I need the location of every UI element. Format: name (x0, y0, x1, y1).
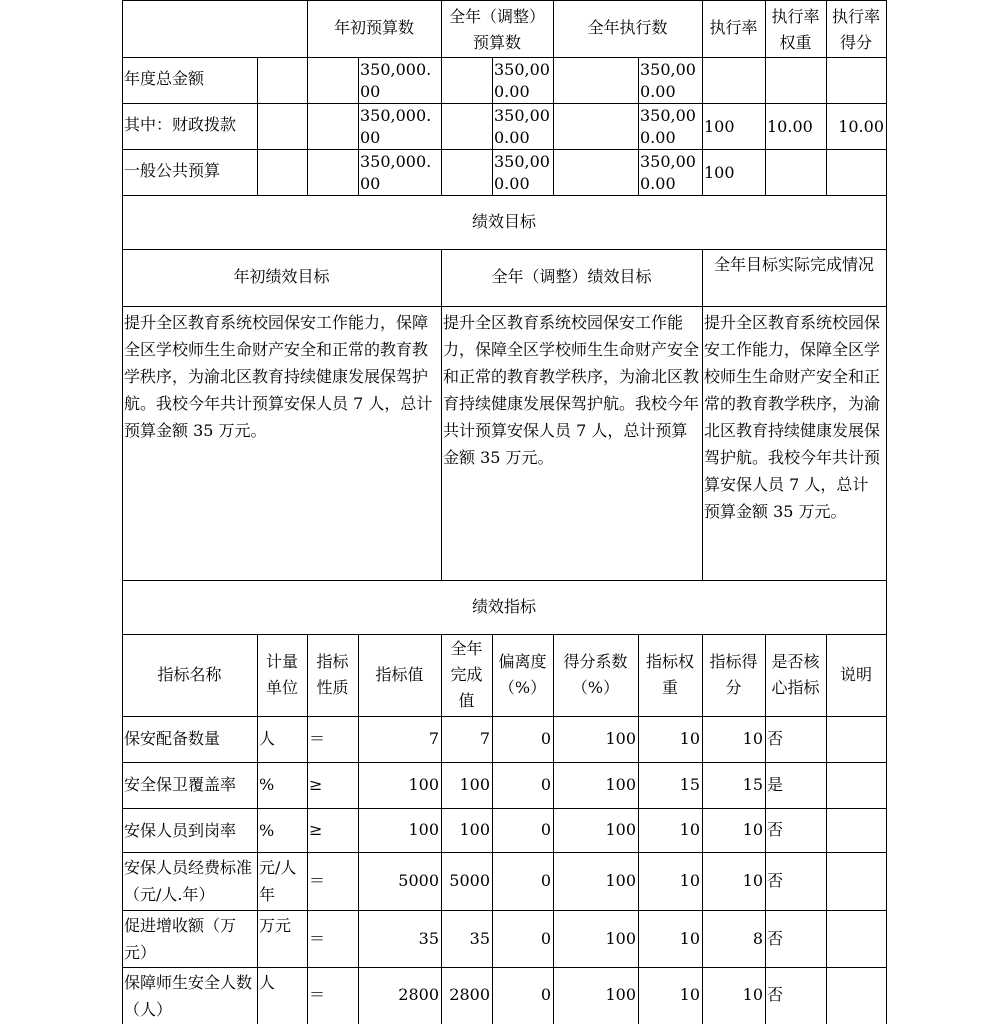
budget-row-label: 年度总金额 (124, 69, 205, 88)
indicator-unit: 人 (259, 973, 276, 992)
indicator-name: 保障师生安全人数（人） (124, 973, 253, 1019)
indicator-nature: ＝ (309, 929, 326, 948)
header-adjusted-budget: 全年（调整）预算数 (448, 7, 545, 52)
indicator-completed: 7 (479, 729, 490, 748)
indicator-weight: 10 (679, 820, 700, 839)
grid-line-horizontal (122, 716, 887, 717)
indicator-score: 10 (742, 729, 763, 748)
indicator-value: 2800 (398, 985, 439, 1004)
indicator-nature: ＝ (309, 985, 326, 1004)
header-exec-score: 执行率得分 (831, 7, 880, 52)
header-exec-rate: 执行率 (709, 18, 758, 37)
indicator-name: 保安配备数量 (124, 729, 221, 748)
indicator-header-value: 指标值 (375, 665, 424, 684)
indicator-header-nature: 指标性质 (316, 652, 349, 697)
indicator-value: 100 (408, 820, 439, 839)
indicator-weight: 10 (679, 985, 700, 1004)
budget-row-label: 一般公共预算 (124, 161, 221, 180)
indicator-unit: 万元 (259, 916, 292, 935)
grid-line-horizontal (122, 852, 887, 853)
indicator-coef: 100 (605, 729, 636, 748)
indicator-nature: ＝ (309, 729, 326, 748)
indicator-completed: 5000 (449, 871, 490, 890)
budget-exec-rate: 100 (704, 163, 735, 182)
indicator-core: 是 (767, 775, 784, 794)
budget-exec-weight: 10.00 (767, 117, 813, 136)
indicator-header-name: 指标名称 (157, 665, 222, 684)
indicator-value: 5000 (398, 871, 439, 890)
indicator-core: 否 (767, 729, 784, 748)
indicator-deviation: 0 (540, 985, 551, 1004)
grid-line-horizontal (122, 808, 887, 809)
indicator-name: 安保人员经费标准（元/人.年） (124, 858, 253, 904)
indicator-nature: ＝ (309, 871, 326, 890)
grid-line-horizontal (122, 0, 887, 1)
indicator-value: 7 (428, 729, 439, 748)
indicator-weight: 10 (679, 929, 700, 948)
budget-exec-score: 10.00 (838, 117, 884, 136)
indicator-value: 35 (418, 929, 439, 948)
grid-line-horizontal (122, 103, 887, 104)
indicator-header-coef: 得分系数（%） (563, 652, 628, 697)
budget-adjusted-value: 350,000.00 (494, 152, 550, 193)
indicator-unit: 元/人年 (259, 858, 297, 904)
indicator-completed: 35 (469, 929, 490, 948)
budget-exec-rate: 100 (704, 117, 735, 136)
indicator-core: 否 (767, 820, 784, 839)
header-exec-weight: 执行率权重 (771, 7, 820, 52)
indicator-header-note: 说明 (839, 665, 872, 684)
indicator-name: 安全保卫覆盖率 (124, 775, 237, 794)
budget-executed-value: 350,000.00 (640, 106, 696, 147)
indicator-coef: 100 (605, 871, 636, 890)
budget-row-label: 其中：财政拨款 (124, 115, 237, 134)
indicator-deviation: 0 (540, 729, 551, 748)
indicator-nature: ≥ (309, 775, 323, 794)
grid-line-vertical (886, 0, 887, 1024)
indicator-score: 10 (742, 985, 763, 1004)
grid-line-horizontal (122, 910, 887, 911)
indicator-weight: 10 (679, 871, 700, 890)
indicator-completed: 100 (459, 820, 490, 839)
grid-line-horizontal (122, 149, 887, 150)
indicator-deviation: 0 (540, 929, 551, 948)
budget-initial-value: 350,000.00 (360, 152, 432, 193)
grid-line-horizontal (122, 195, 887, 196)
indicator-score: 10 (742, 820, 763, 839)
goals-initial-text: 提升全区教育系统校园保安工作能力，保障全区学校师生生命财产安全和正常的教育教学秩序，为渝北区教育持续健康发展保驾护航。我校今年共计预算安保人员 7 人，总计预算金额 35 万元。 (124, 313, 433, 440)
indicator-unit: % (259, 821, 275, 840)
indicator-header-score: 指标得分 (709, 652, 758, 697)
indicator-unit: 人 (259, 729, 276, 748)
indicator-header-weight: 指标权重 (645, 652, 694, 697)
indicator-name: 促进增收额（万元） (124, 916, 237, 962)
indicator-coef: 100 (605, 985, 636, 1004)
grid-line-horizontal (122, 249, 887, 250)
grid-line-vertical (257, 57, 258, 196)
indicator-header-unit: 计量单位 (265, 652, 298, 697)
indicator-core: 否 (767, 871, 784, 890)
header-initial-budget: 年初预算数 (333, 18, 414, 37)
budget-executed-value: 350,000.00 (640, 60, 696, 101)
indicator-completed: 100 (459, 775, 490, 794)
budget-initial-value: 350,000.00 (360, 106, 432, 147)
indicators-section-title: 绩效指标 (471, 597, 536, 616)
grid-line-horizontal (122, 967, 887, 968)
grid-line-horizontal (122, 634, 887, 635)
budget-adjusted-value: 350,000.00 (494, 60, 550, 101)
indicator-coef: 100 (605, 775, 636, 794)
indicator-completed: 2800 (449, 985, 490, 1004)
indicator-name: 安保人员到岗率 (124, 821, 237, 840)
indicator-core: 否 (767, 985, 784, 1004)
indicator-header-core: 是否核心指标 (771, 652, 820, 697)
goals-section-title: 绩效目标 (471, 212, 536, 231)
indicator-core: 否 (767, 929, 784, 948)
indicator-score: 8 (752, 929, 763, 948)
indicator-header-completed: 全年完成值 (450, 639, 483, 710)
indicator-unit: % (259, 775, 275, 794)
budget-executed-value: 350,000.00 (640, 152, 696, 193)
indicator-deviation: 0 (540, 871, 551, 890)
goals-actual-text: 提升全区教育系统校园保安工作能力，保障全区学校师生生命财产安全和正常的教育教学秩序，为渝北区教育持续健康发展保驾护航。我校今年共计预算安保人员 7 人，总计预算金额 35 万元。 (704, 313, 881, 521)
indicator-value: 100 (408, 775, 439, 794)
indicator-coef: 100 (605, 929, 636, 948)
budget-adjusted-value: 350,000.00 (494, 106, 550, 147)
indicator-deviation: 0 (540, 775, 551, 794)
goals-header-adjusted: 全年（调整）绩效目标 (491, 267, 652, 286)
goals-header-actual: 全年目标实际完成情况 (713, 255, 874, 274)
indicator-deviation: 0 (540, 820, 551, 839)
indicator-nature: ≥ (309, 820, 323, 839)
grid-line-horizontal (122, 57, 887, 58)
grid-line-horizontal (122, 762, 887, 763)
grid-line-vertical (826, 634, 827, 1024)
indicator-score: 15 (742, 775, 763, 794)
indicator-coef: 100 (605, 820, 636, 839)
grid-line-horizontal (122, 306, 887, 307)
header-executed: 全年执行数 (587, 18, 668, 37)
goals-adjusted-text: 提升全区教育系统校园保安工作能力，保障全区学校师生生命财产安全和正常的教育教学秩序，为渝北区教育持续健康发展保驾护航。我校今年共计预算安保人员 7 人，总计预算金额 35 万元。 (443, 313, 700, 467)
indicator-weight: 15 (679, 775, 700, 794)
indicator-weight: 10 (679, 729, 700, 748)
grid-line-horizontal (122, 580, 887, 581)
budget-initial-value: 350,000.00 (360, 60, 432, 101)
goals-header-initial: 年初绩效目标 (233, 267, 330, 286)
indicator-header-deviation: 偏离度（%） (498, 652, 547, 697)
indicator-score: 10 (742, 871, 763, 890)
